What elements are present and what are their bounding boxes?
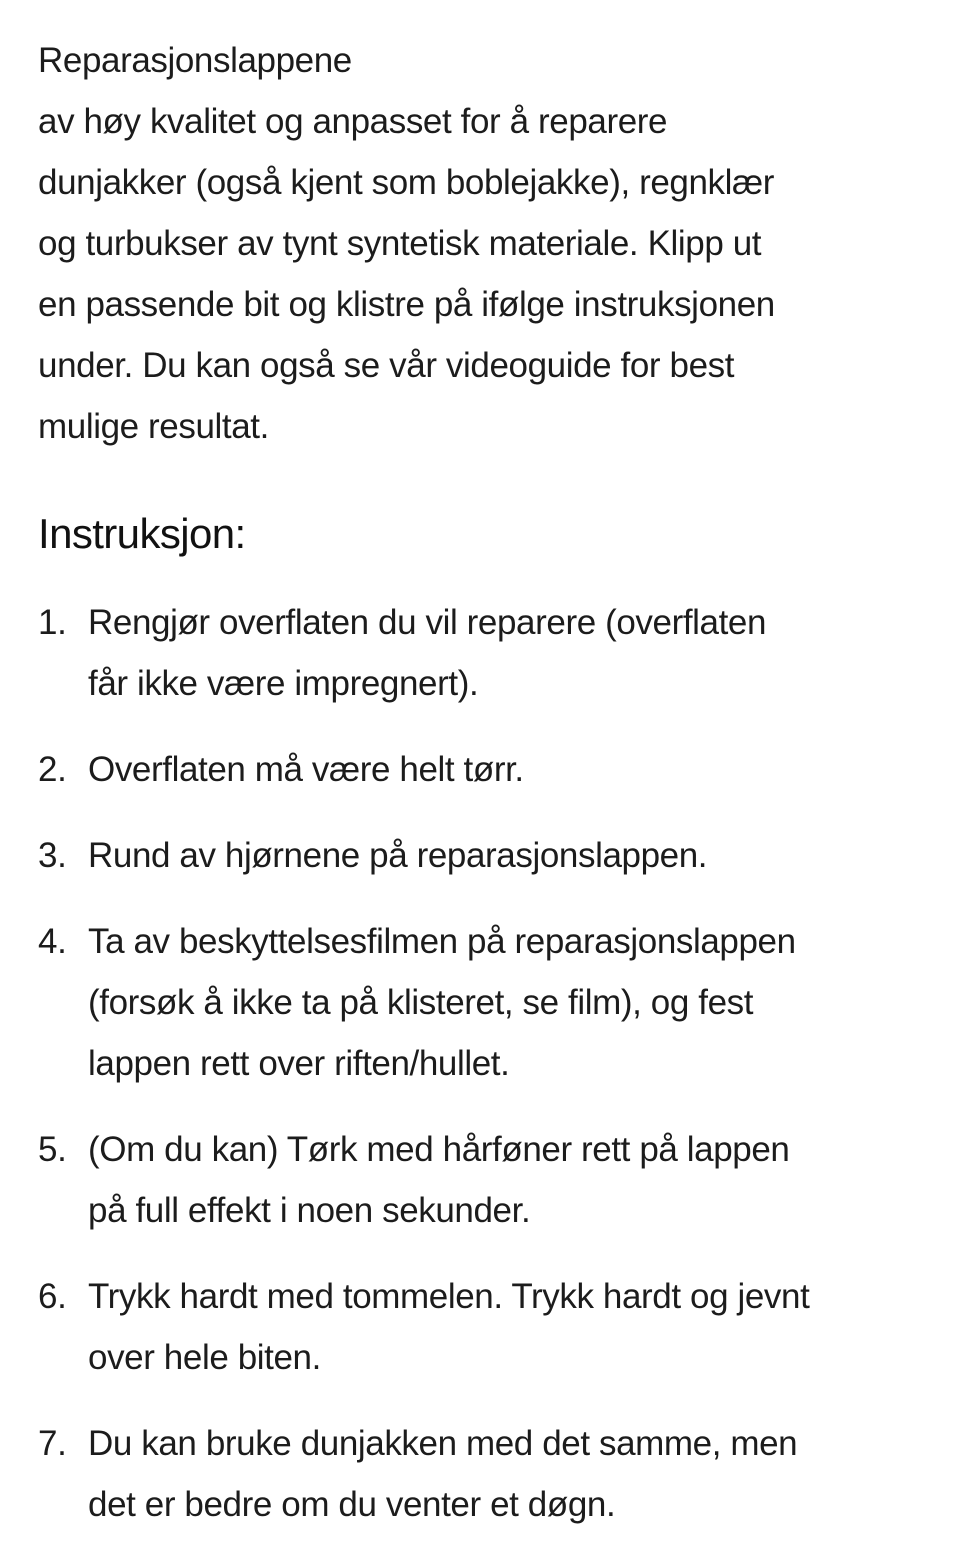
step-line: over hele biten. xyxy=(88,1338,321,1377)
step-line: (forsøk å ikke ta på klisteret, se film), og fest xyxy=(88,983,754,1022)
step-text xyxy=(88,1413,922,1535)
step-text xyxy=(88,739,922,800)
intro-paragraph xyxy=(38,30,922,457)
instruction-step-6 xyxy=(38,1266,922,1388)
step-line: får ikke være impregnert). xyxy=(88,664,479,703)
instruction-step-7 xyxy=(38,1413,922,1535)
step-number: 1. xyxy=(38,603,67,642)
step-line: Rengjør overflaten du vil reparere (overflaten xyxy=(88,603,767,642)
instruction-step-4 xyxy=(38,911,922,1094)
intro-line: dunjakker (også kjent som boblejakke), regnklær xyxy=(38,163,775,202)
step-number: 7. xyxy=(38,1424,67,1463)
step-line: det er bedre om du venter et døgn. xyxy=(88,1485,616,1524)
step-line: Trykk hardt med tommelen. Trykk hardt og jevnt xyxy=(88,1277,810,1316)
intro-line: en passende bit og klistre på ifølge instruksjonen xyxy=(38,285,775,324)
instruction-steps-list xyxy=(38,592,922,1535)
intro-line: Reparasjonslappene xyxy=(38,41,352,80)
instruction-step-2 xyxy=(38,739,922,800)
step-text xyxy=(88,1119,922,1241)
step-number: 3. xyxy=(38,836,67,875)
instruction-step-3 xyxy=(38,825,922,886)
step-line: Overflaten må være helt tørr. xyxy=(88,750,524,789)
step-line: Du kan bruke dunjakken med det samme, men xyxy=(88,1424,798,1463)
step-number: 4. xyxy=(38,922,67,961)
intro-line: av høy kvalitet og anpasset for å reparere xyxy=(38,102,668,141)
step-line: lappen rett over riften/hullet. xyxy=(88,1044,510,1083)
intro-line: under. Du kan også se vår videoguide for best xyxy=(38,346,735,385)
step-line: Rund av hjørnene på reparasjonslappen. xyxy=(88,836,708,875)
instruction-step-5 xyxy=(38,1119,922,1241)
step-number: 5. xyxy=(38,1130,67,1169)
step-line: på full effekt i noen sekunder. xyxy=(88,1191,531,1230)
step-number: 6. xyxy=(38,1277,67,1316)
instructions-heading: Instruksjon: xyxy=(38,510,246,557)
intro-line: mulige resultat. xyxy=(38,407,269,446)
step-line: (Om du kan) Tørk med hårføner rett på lappen xyxy=(88,1130,790,1169)
intro-line: og turbukser av tynt syntetisk materiale. Klipp ut xyxy=(38,224,762,263)
step-text xyxy=(88,592,922,714)
instruction-step-1 xyxy=(38,592,922,714)
step-number: 2. xyxy=(38,750,67,789)
step-text xyxy=(88,825,922,886)
step-text xyxy=(88,1266,922,1388)
step-line: Ta av beskyttelsesfilmen på reparasjonslappen xyxy=(88,922,796,961)
step-text xyxy=(88,911,922,1094)
